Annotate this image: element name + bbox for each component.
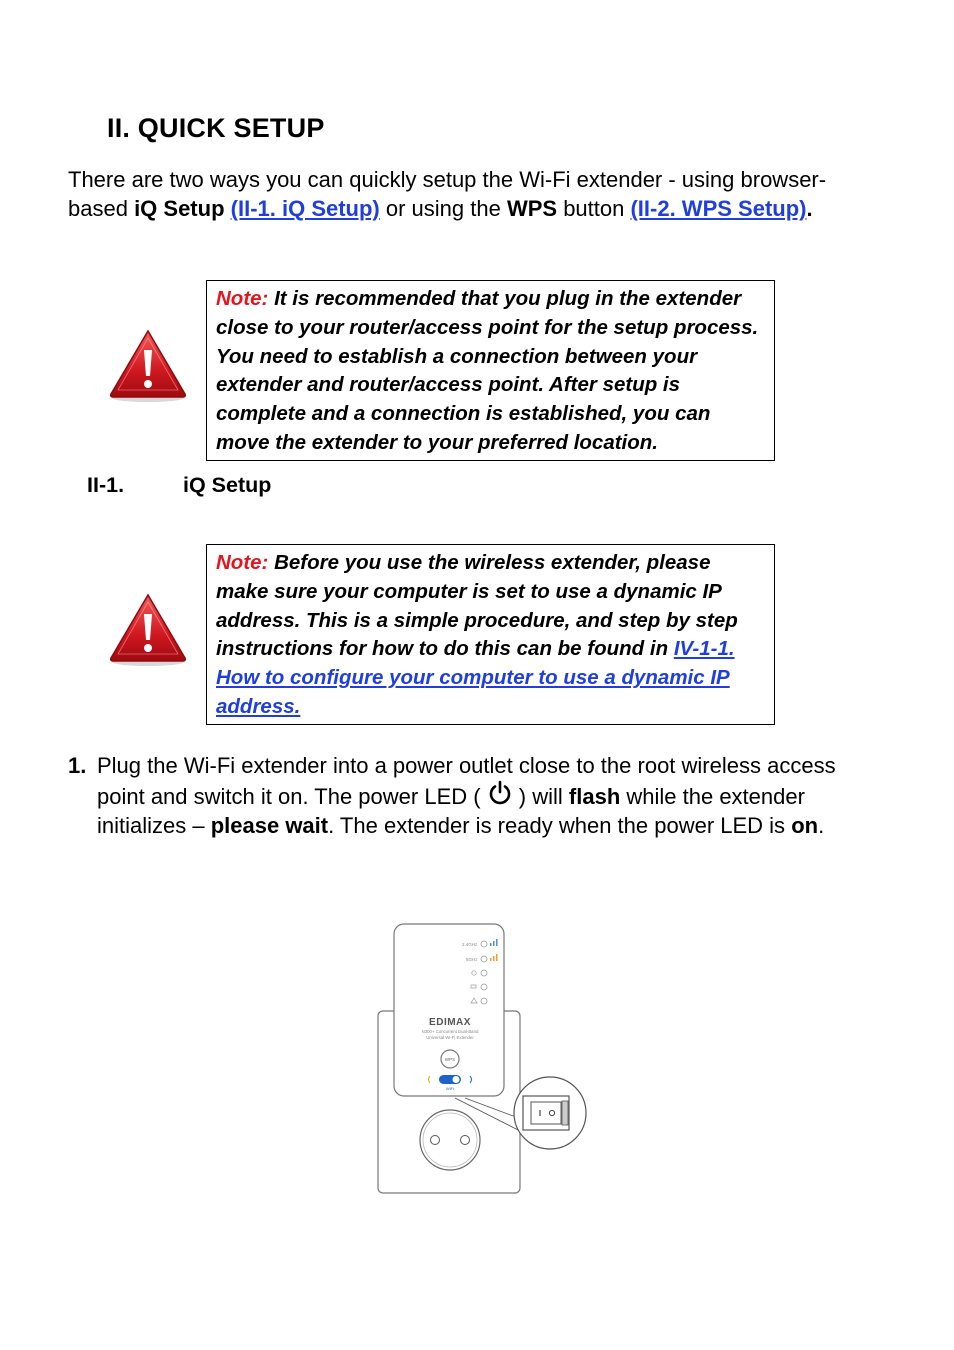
led-label-5ghz: 5GHz	[466, 957, 478, 962]
iq-setup-bold: iQ Setup	[134, 196, 225, 221]
socket-outlet	[420, 1110, 480, 1170]
wps-bold: WPS	[506, 196, 558, 221]
note-text: Before you use the wireless extender, please make sure your computer is set to use a dynamic IP address. This is a simple procedure, and step by step instructions for how to do this can be found in	[216, 551, 738, 661]
extender-body	[394, 924, 504, 1096]
extender-illustration	[370, 918, 590, 1198]
step-number: 1.	[68, 753, 87, 778]
wps-setup-link[interactable]: (II-2. WPS Setup)	[630, 196, 807, 221]
subsection-title: iQ Setup	[183, 473, 272, 497]
warning-icon	[108, 328, 188, 404]
note-box-placement	[206, 280, 775, 461]
warning-icon	[108, 592, 188, 668]
note-label: Note:	[216, 551, 269, 574]
section-title: II. QUICK SETUP	[107, 113, 325, 143]
wifi-label: WiFi	[446, 1086, 454, 1091]
note-box-dynamic-ip	[206, 544, 775, 725]
subsection-number: II-1.	[87, 473, 125, 497]
iq-setup-link[interactable]: (II-1. iQ Setup)	[230, 196, 380, 221]
brand-logo: EDIMAX	[429, 1017, 471, 1028]
led-label-24ghz: 2.4GHz	[462, 942, 478, 947]
dynamic-ip-link[interactable]: IV-1-1. How to configure your computer to use a dynamic IP address.	[216, 637, 735, 718]
device-model-line-1: N300+ Concurrent Dual-Band	[421, 1029, 479, 1034]
intro-paragraph: There are two ways you can quickly setup the Wi-Fi extender - using browser-based iQ Setup (II-1. iQ Setup) or using the WPS button (II-2. WPS Setup).	[68, 167, 827, 221]
wps-label: WPS	[444, 1057, 456, 1062]
power-icon	[487, 780, 513, 806]
device-model-line-2: Universal Wi-Fi Extender	[426, 1035, 474, 1040]
note-text: It is recommended that you plug in the extender close to your router/access point for the setup process. You need to establish a connection between your extender and router/access point. After setup is complete and a connection is established, you can move the extender to your preferred location.	[216, 287, 759, 454]
step-text: Plug the Wi-Fi extender into a power outlet close to the root wireless access point and switch it on. The power LED ( ) will flash while the extender initializes – please wait. The extender is ready when the power LED is on.	[97, 753, 836, 838]
note-label: Note:	[216, 287, 269, 310]
